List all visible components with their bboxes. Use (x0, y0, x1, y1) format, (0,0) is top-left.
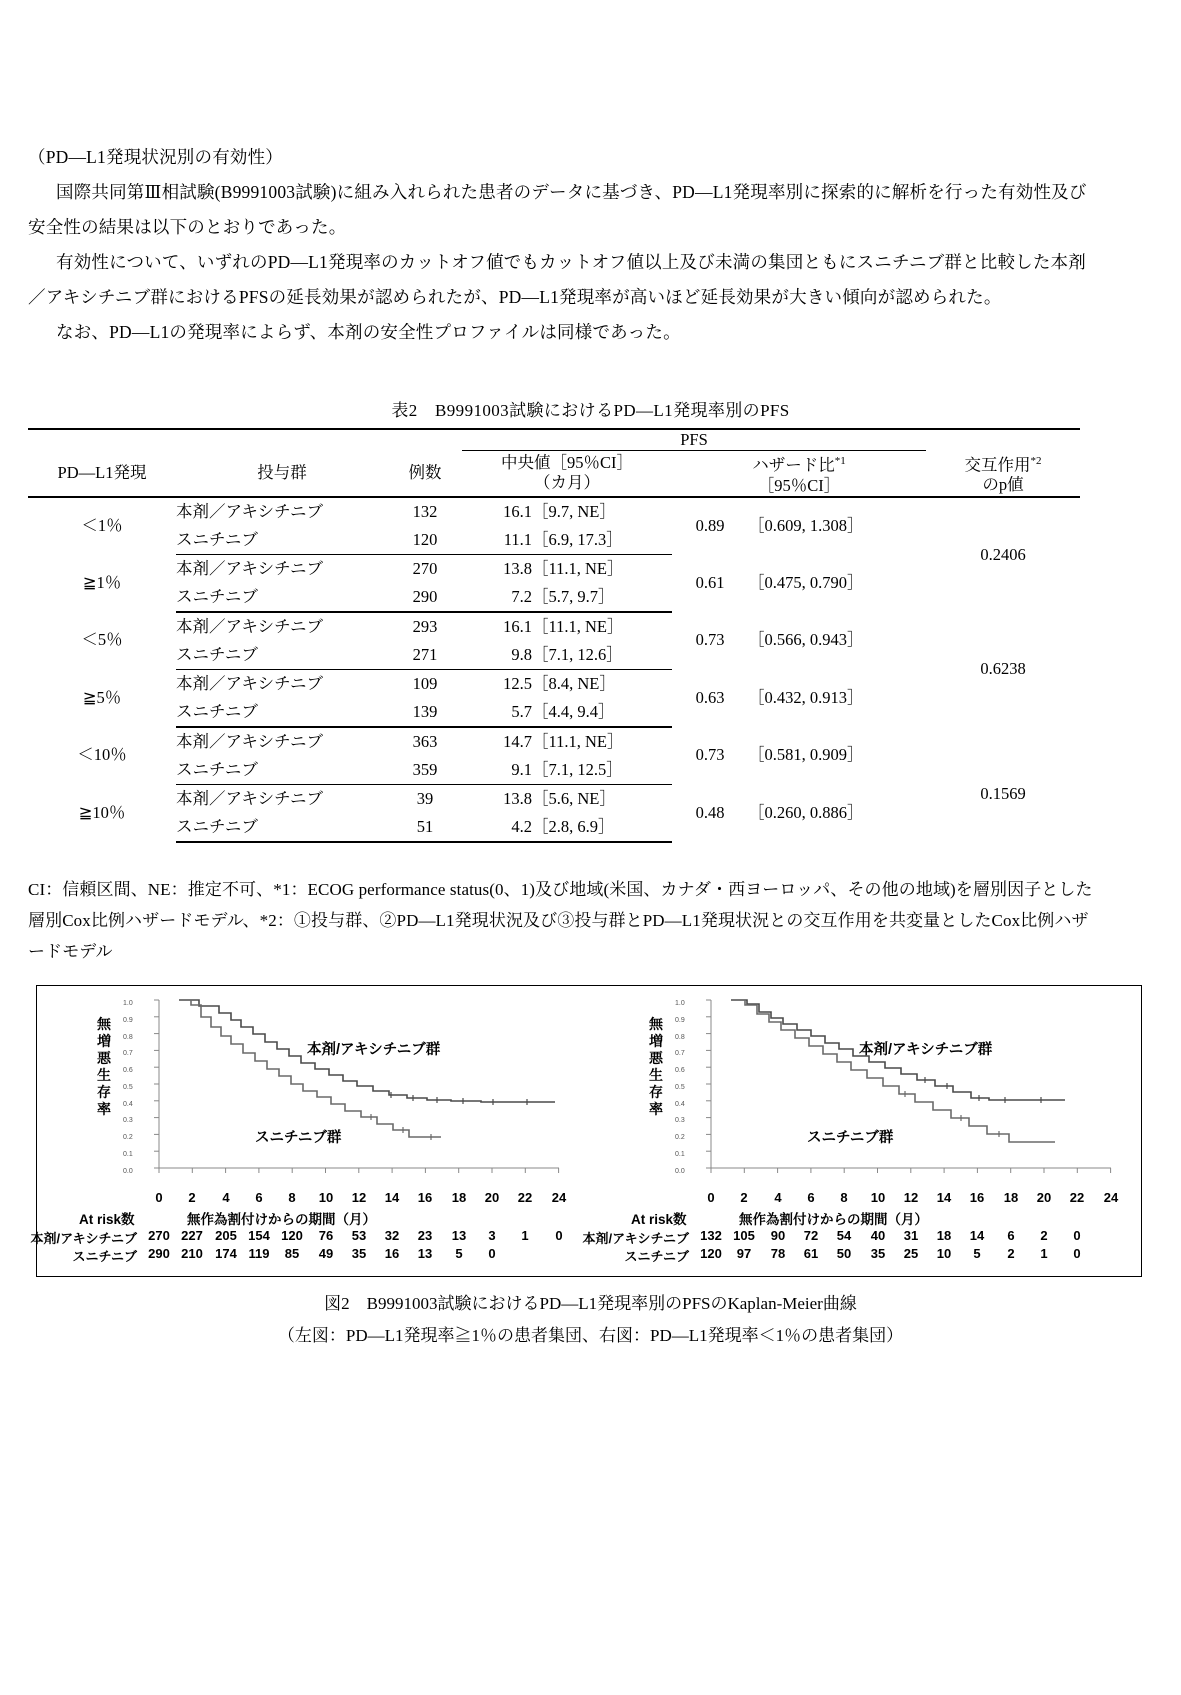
atrisk-label: 本剤/アキシチニブ (30, 1231, 137, 1246)
cell-category: ≧1％ (82, 572, 122, 592)
atrisk-label: 本剤/アキシチニブ (582, 1231, 689, 1246)
y-tick-label: 0.9 (675, 1017, 685, 1024)
cell-category: ＜10％ (77, 745, 127, 765)
cell-group: 本剤／アキシチニブ (176, 731, 324, 751)
header-hr-line1: ハザード比$^{*1}$ (752, 455, 846, 475)
legend-axitinib-right: 本剤/アキシチニブ群 (859, 1042, 993, 1058)
atrisk-value: 0 (488, 1246, 496, 1261)
cell-hr: 0.73 (695, 745, 725, 765)
x-tick-label: 8 (288, 1190, 296, 1205)
y-tick-label: 0.6 (675, 1067, 685, 1074)
x-tick-label: 22 (1069, 1190, 1085, 1205)
atrisk-value: 227 (181, 1228, 203, 1243)
cell-group: スニチニブ (176, 641, 388, 670)
atrisk-title-left: At risk数 (79, 1212, 135, 1227)
atrisk-value: 23 (417, 1228, 433, 1243)
cell-median: 11.1 (462, 526, 532, 555)
figure-caption-line1: 図2 B9991003試験におけるPD—L1発現率別のPFSのKaplan-Meier曲線 (324, 1294, 857, 1313)
cell-category: ＜5％ (81, 630, 123, 650)
intro-paragraph-3: なお、PD—L1の発現率によらず、本剤の安全性プロファイルは同様であった。 (56, 322, 681, 342)
atrisk-row-axitinib-left (30, 1228, 589, 1246)
cell-median-ci: ［11.1, NE］ (532, 558, 624, 578)
x-tick-label: 14 (384, 1190, 400, 1205)
cell-group: 本剤／アキシチニブ (176, 673, 324, 693)
atrisk-value: 40 (870, 1228, 886, 1243)
cell-n: 120 (388, 526, 462, 555)
atrisk-value: 1 (1040, 1246, 1048, 1261)
cell-hr-ci: ［0.566, 0.943］ (748, 630, 864, 650)
x-tick-label: 20 (1036, 1190, 1052, 1205)
atrisk-value: 35 (870, 1246, 886, 1261)
y-tick-label: 0.3 (675, 1117, 685, 1124)
atrisk-value: 0 (1073, 1246, 1081, 1261)
pfs-table (28, 428, 1080, 843)
atrisk-value: 25 (903, 1246, 919, 1261)
y-tick-label: 0.5 (123, 1084, 133, 1091)
intro-prose (28, 140, 1098, 350)
header-pfs-span: PFS (680, 430, 708, 449)
atrisk-row-sunitinib-right (589, 1246, 1141, 1263)
cell-median: 14.7 (503, 731, 532, 751)
cell-n: 363 (412, 731, 438, 751)
x-tick-label: 12 (351, 1190, 367, 1205)
cell-group: 本剤／アキシチニブ (176, 558, 324, 578)
atrisk-value: 18 (936, 1228, 952, 1243)
x-tick-label: 4 (774, 1190, 782, 1205)
cell-n: 271 (388, 641, 462, 670)
atrisk-value: 210 (181, 1246, 203, 1261)
y-tick-label: 0.8 (123, 1034, 133, 1041)
atrisk-value: 13 (417, 1246, 433, 1261)
cell-n: 290 (388, 583, 462, 612)
intro-paragraph-1: 国際共同第Ⅲ相試験(B9991003試験)に組み入れられた患者のデータに基づき、PD—L1発現率別に探索的に解析を行った有効性及び安全性の結果は以下のとおりであった。 (28, 182, 1087, 237)
y-tick-label: 0.4 (675, 1101, 685, 1108)
header-median-line2: （カ月） (534, 473, 600, 493)
km-panel-right (582, 986, 1141, 1276)
cell-n: 132 (412, 501, 438, 521)
header-interaction-line2: のp値 (982, 475, 1024, 495)
y-axis-label-left: 無増悪生存率 (97, 1016, 111, 1117)
header-hr-line2: ［95％CI］ (757, 475, 841, 495)
intro-paragraph-2: 有効性について、いずれのPD—L1発現率のカットオフ値でもカットオフ値以上及び未満の集団ともにスニチニブ群と比較した本剤／アキシチニブ群におけるPFSの延長効果が認められたが、PD—L1発現率が高いほど延長効果が大きい傾向が認められた。 (28, 252, 1086, 307)
km-plot-left (141, 996, 561, 1184)
x-tick-label: 24 (1103, 1190, 1119, 1205)
header-expression: PD—L1発現 (28, 451, 176, 497)
atrisk-label: スニチニブ (72, 1249, 137, 1264)
atrisk-value: 53 (351, 1228, 367, 1243)
atrisk-value: 90 (770, 1228, 786, 1243)
table-header-row (28, 451, 1080, 497)
cell-category: ≧10％ (78, 802, 126, 822)
figure-caption (0, 1288, 1181, 1352)
atrisk-value: 132 (700, 1228, 722, 1243)
table-header-span-row (28, 429, 1080, 451)
table-title: 表2 B9991003試験におけるPD—L1発現率別のPFS (391, 401, 790, 420)
cell-median-ci: ［11.1, NE］ (532, 616, 624, 636)
cell-n: 270 (412, 558, 438, 578)
x-axis-ticks-right (693, 1190, 1117, 1206)
cell-hr: 0.61 (695, 572, 725, 592)
cell-n: 51 (388, 813, 462, 842)
x-tick-label: 2 (740, 1190, 748, 1205)
atrisk-value: 120 (700, 1246, 722, 1261)
x-axis-ticks-left (141, 1190, 565, 1206)
atrisk-value: 14 (969, 1228, 985, 1243)
y-tick-label: 0.2 (123, 1134, 133, 1141)
x-tick-label: 0 (707, 1190, 715, 1205)
x-tick-label: 18 (451, 1190, 467, 1205)
x-tick-label: 2 (188, 1190, 196, 1205)
cell-n: 293 (412, 616, 438, 636)
cell-median: 12.5 (503, 673, 532, 693)
cell-n: 39 (416, 788, 434, 808)
table-row (28, 497, 1080, 526)
x-tick-label: 14 (936, 1190, 952, 1205)
x-tick-label: 8 (840, 1190, 848, 1205)
atrisk-value: 290 (148, 1246, 170, 1261)
y-tick-label: 0.1 (123, 1151, 133, 1158)
atrisk-value: 2 (1040, 1228, 1048, 1243)
section-heading: （PD—L1発現状況別の有効性） (28, 147, 284, 167)
x-tick-label: 4 (222, 1190, 230, 1205)
header-hazard-ratio (672, 451, 926, 497)
cell-median-ci: ［7.1, 12.5］ (532, 756, 672, 785)
cell-n: 359 (388, 756, 462, 785)
km-panel-left (30, 986, 589, 1276)
atrisk-value: 105 (733, 1228, 755, 1243)
cell-median: 16.1 (503, 501, 532, 521)
header-median (462, 451, 672, 497)
cell-group: 本剤／アキシチニブ (176, 616, 324, 636)
cell-group: スニチニブ (176, 813, 388, 842)
atrisk-value: 50 (836, 1246, 852, 1261)
figure-2 (30, 985, 1142, 1277)
y-tick-label: 1.0 (675, 1000, 685, 1007)
figure-caption-line2: （左図：PD—L1発現率≧1％の患者集団、右図：PD—L1発現率＜1％の患者集団） (277, 1326, 904, 1345)
y-tick-label: 0.0 (675, 1168, 685, 1175)
atrisk-value: 49 (318, 1246, 334, 1261)
table-row (28, 669, 1080, 698)
x-tick-label: 20 (484, 1190, 500, 1205)
legend-sunitinib-left: スニチニブ群 (255, 1130, 342, 1146)
cell-interaction-p: 0.1569 (980, 784, 1026, 803)
table-row (28, 727, 1080, 756)
cell-median-ci: ［9.7, NE］ (532, 501, 616, 521)
cell-group: 本剤／アキシチニブ (176, 788, 324, 808)
y-tick-label: 0.8 (675, 1034, 685, 1041)
cell-median-ci: ［8.4, NE］ (532, 673, 616, 693)
y-tick-label: 0.5 (675, 1084, 685, 1091)
atrisk-value: 270 (148, 1228, 170, 1243)
header-interaction (926, 451, 1080, 497)
atrisk-value: 35 (351, 1246, 367, 1261)
y-tick-label: 0.7 (675, 1050, 685, 1057)
atrisk-value: 2 (1007, 1246, 1015, 1261)
header-median-line1: 中央値［95％CI］ (501, 453, 633, 473)
y-tick-label: 1.0 (123, 1000, 133, 1007)
atrisk-row-axitinib-right (582, 1228, 1141, 1246)
cell-median-ci: ［4.4, 9.4］ (532, 698, 672, 727)
x-tick-label: 16 (417, 1190, 433, 1205)
atrisk-value: 0 (1073, 1228, 1081, 1243)
cell-hr-ci: ［0.260, 0.886］ (748, 802, 864, 822)
y-axis-label-right: 無増悪生存率 (649, 1016, 663, 1117)
atrisk-value: 97 (736, 1246, 752, 1261)
cell-hr-ci: ［0.475, 0.790］ (748, 572, 864, 592)
cell-hr: 0.89 (695, 515, 725, 535)
y-tick-label: 0.2 (675, 1134, 685, 1141)
atrisk-value: 16 (384, 1246, 400, 1261)
x-axis-label-left: 無作為割付けからの期間（月） (187, 1212, 376, 1227)
table-2-wrapper (28, 428, 1080, 843)
table-row (28, 784, 1080, 813)
y-tick-label: 0.1 (675, 1151, 685, 1158)
y-tick-label: 0.9 (123, 1017, 133, 1024)
atrisk-value: 61 (803, 1246, 819, 1261)
cell-n: 109 (412, 673, 438, 693)
atrisk-value: 78 (770, 1246, 786, 1261)
cell-group: 本剤／アキシチニブ (176, 501, 324, 521)
cell-median: 9.1 (462, 756, 532, 785)
y-tick-label: 0.4 (123, 1101, 133, 1108)
atrisk-value: 174 (215, 1246, 237, 1261)
cell-group: スニチニブ (176, 526, 388, 555)
y-tick-label: 0.0 (123, 1168, 133, 1175)
x-tick-label: 22 (517, 1190, 533, 1205)
cell-hr: 0.63 (695, 687, 725, 707)
km-plot-right (693, 996, 1113, 1184)
cell-interaction-p: 0.6238 (980, 659, 1026, 678)
atrisk-value: 120 (281, 1228, 303, 1243)
cell-group: スニチニブ (176, 756, 388, 785)
cell-n: 139 (388, 698, 462, 727)
atrisk-value: 13 (451, 1228, 467, 1243)
atrisk-row-sunitinib-left (37, 1246, 589, 1263)
header-hr-footnote-marker: *1 (834, 455, 846, 467)
cell-median: 13.8 (503, 788, 532, 808)
atrisk-value: 54 (836, 1228, 852, 1243)
atrisk-value: 31 (903, 1228, 919, 1243)
x-tick-label: 10 (318, 1190, 334, 1205)
cell-median-ci: ［5.6, NE］ (532, 788, 616, 808)
atrisk-title-right: At risk数 (631, 1212, 687, 1227)
legend-axitinib-left: 本剤/アキシチニブ群 (307, 1042, 441, 1058)
atrisk-value: 3 (488, 1228, 496, 1243)
cell-median: 7.2 (462, 583, 532, 612)
atrisk-value: 119 (248, 1246, 270, 1261)
cell-median: 5.7 (462, 698, 532, 727)
cell-group: スニチニブ (176, 583, 388, 612)
cell-median-ci: ［6.9, 17.3］ (532, 526, 672, 555)
x-tick-label: 18 (1003, 1190, 1019, 1205)
cell-hr: 0.73 (695, 630, 725, 650)
cell-median-ci: ［2.8, 6.9］ (532, 813, 672, 842)
cell-category: ＜1％ (81, 515, 123, 535)
x-tick-label: 24 (551, 1190, 567, 1205)
cell-category: ≧5％ (82, 687, 122, 707)
atrisk-value: 154 (248, 1228, 270, 1243)
legend-sunitinib-right: スニチニブ群 (807, 1130, 894, 1146)
cell-hr: 0.48 (695, 802, 725, 822)
cell-median: 9.8 (462, 641, 532, 670)
x-tick-label: 0 (155, 1190, 163, 1205)
atrisk-value: 0 (555, 1228, 563, 1243)
atrisk-value: 6 (1007, 1228, 1015, 1243)
atrisk-value: 5 (455, 1246, 463, 1261)
atrisk-value: 205 (215, 1228, 237, 1243)
atrisk-value: 72 (803, 1228, 819, 1243)
header-n: 例数 (388, 451, 462, 497)
atrisk-value: 5 (973, 1246, 981, 1261)
x-tick-label: 12 (903, 1190, 919, 1205)
atrisk-label: スニチニブ (624, 1249, 689, 1264)
cell-median: 16.1 (503, 616, 532, 636)
cell-median-ci: ［7.1, 12.6］ (532, 641, 672, 670)
cell-hr-ci: ［0.581, 0.909］ (748, 745, 864, 765)
table-footnote: CI：信頼区間、NE：推定不可、*1：ECOG performance status(0、1)及び地域(米国、カナダ・西ヨーロッパ、その他の地域)を層別因子とした層別Cox比例ハザードモデル、*2：①投与群、②PD—L1発現状況及び③投与群とPD—L1発現状況との交互作用を共変量としたCox比例ハザードモデル (28, 880, 1093, 961)
atrisk-value: 1 (521, 1228, 529, 1243)
cell-median-ci: ［11.1, NE］ (532, 731, 624, 751)
atrisk-value: 76 (318, 1228, 334, 1243)
header-group: 投与群 (176, 451, 388, 497)
y-tick-label: 0.3 (123, 1117, 133, 1124)
cell-median: 4.2 (462, 813, 532, 842)
cell-median-ci: ［5.7, 9.7］ (532, 583, 672, 612)
cell-hr-ci: ［0.609, 1.308］ (748, 515, 864, 535)
cell-hr-ci: ［0.432, 0.913］ (748, 687, 864, 707)
x-tick-label: 10 (870, 1190, 886, 1205)
y-tick-label: 0.6 (123, 1067, 133, 1074)
atrisk-value: 32 (384, 1228, 400, 1243)
header-interaction-footnote-marker: *2 (1030, 454, 1042, 467)
cell-interaction-p: 0.2406 (980, 544, 1026, 564)
header-interaction-line1: 交互作用$^{*2}$ (964, 454, 1042, 475)
x-tick-label: 16 (969, 1190, 985, 1205)
x-tick-label: 6 (255, 1190, 263, 1205)
cell-group: スニチニブ (176, 698, 388, 727)
atrisk-value: 85 (284, 1246, 300, 1261)
table-row (28, 612, 1080, 641)
cell-median: 13.8 (503, 558, 532, 578)
atrisk-value: 10 (936, 1246, 952, 1261)
x-axis-label-right: 無作為割付けからの期間（月） (739, 1212, 928, 1227)
table-row (28, 554, 1080, 583)
y-tick-label: 0.7 (123, 1050, 133, 1057)
x-tick-label: 6 (807, 1190, 815, 1205)
